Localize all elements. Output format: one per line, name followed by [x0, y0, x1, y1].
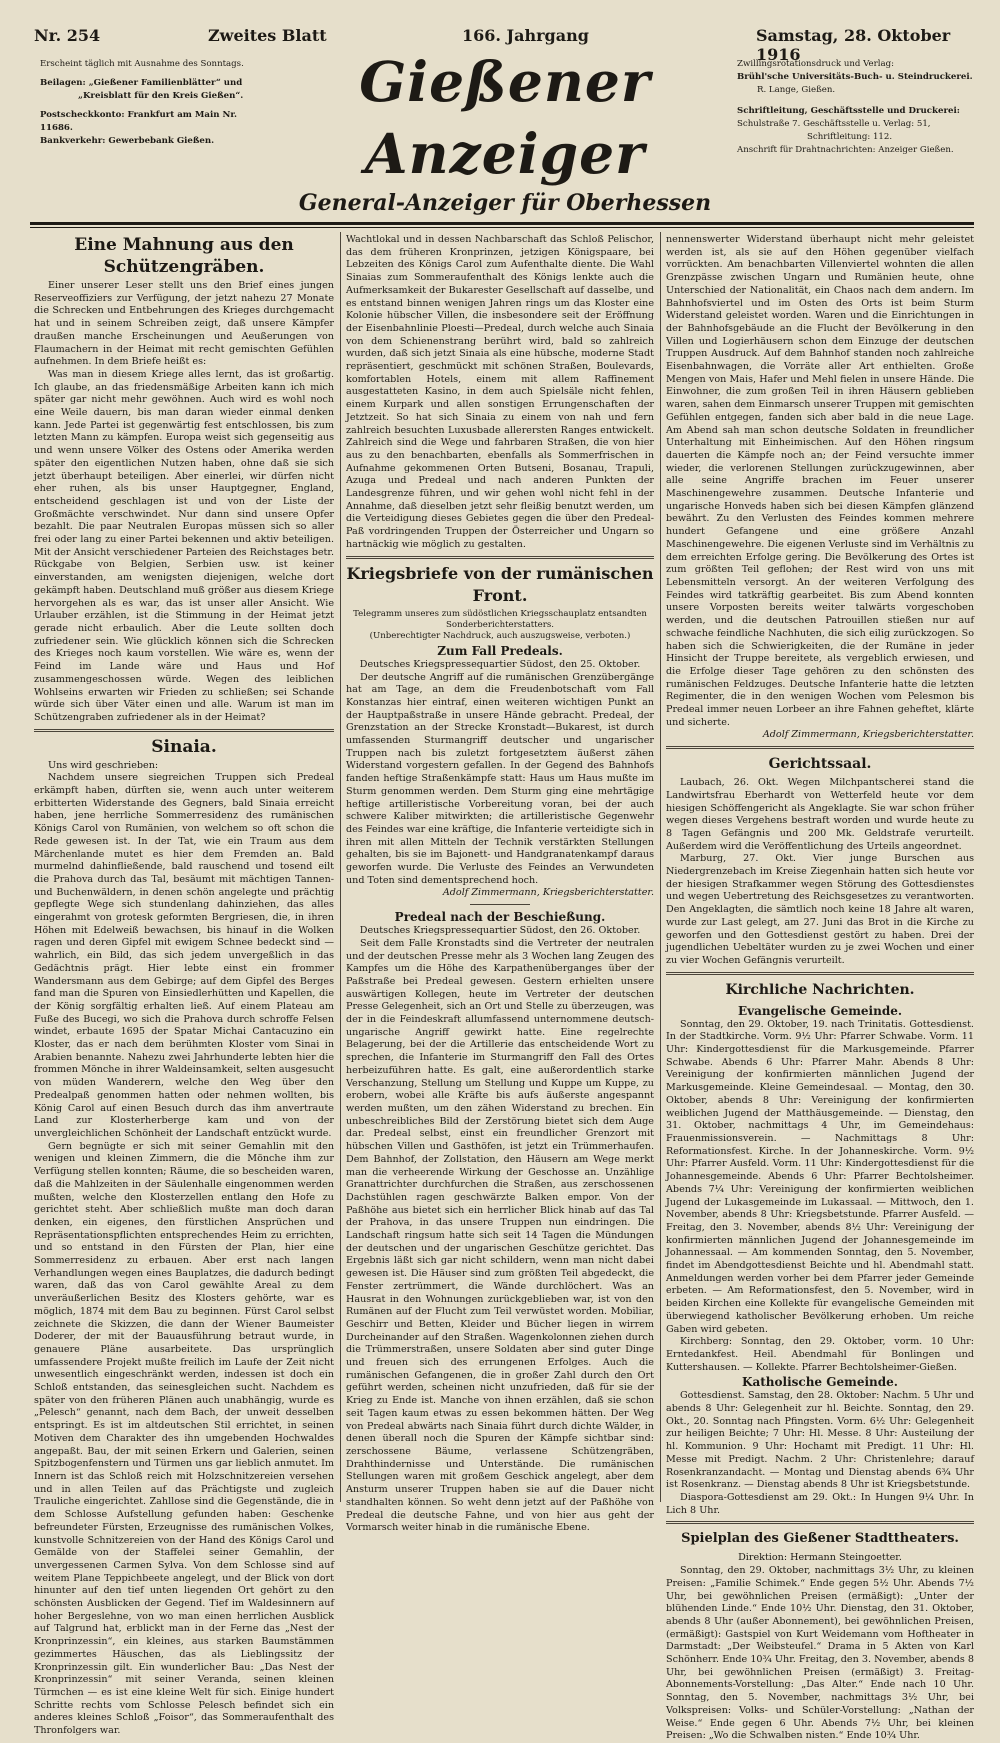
right-info-line: Schulstraße 7. Geschäftsstelle u. Verlag: 51,: [737, 119, 931, 129]
newspaper-title: Gießener Anzeiger: [359, 49, 651, 186]
dateline: Deutsches Kriegspressequartier Südost, den 26. Oktober.: [359, 925, 641, 937]
header-rule: [30, 222, 974, 225]
article-paragraph: nennenswerter Widerstand überhaupt nicht mehr geleistet werden ist, als sie auf den Höhen gegenüber vielfach vorrückten. Am benachbarten Villenviertel wohnten die allen Grenzpässe zwischen Ungarn und Rumänien heute, ohne Unterschied der Nationalität, ein Chaos nach dem andern. Im Bahnhofsviertel und im Osten des Orts ist beim Sturm Widerstand geleistet worden. Waren und die Einrichtungen in der Bahnhofsgebäude an die Flucht der Bevölkerung in den Villen und Logierhäusern schon dem Einzuge der deutschen Truppen Ausdruck. Auf dem Bahnhof standen noch zahlreiche Eisenbahnwagen, die Vorräte aller Art enthielten. Große Mengen von Mais, Hafer und Mehl fielen in unsere Hände. Die Einwohner, die zum großen Teil in ihren Häusern geblieben waren, sahen dem Einmarsch unserer Truppen mit gemischten Gefühlen entgegen, fanden sich aber bald in die neue Lage. Am Abend sah man schon deutsche Soldaten in freundlicher Unterhaltung mit Einheimischen. Auf den Höhen ringsum dauerten die Kämpfe noch an; der Feind versuchte immer wieder, die verlorenen Stellungen zurückzugewinnen, aber alle seine Angriffe brachen im Feuer unserer Maschinengewehre zusammen. Deutsche Infanterie und ungarische Honveds haben sich bei diesen Kämpfen glänzend bewährt. Zu den Verlusten des Feindes kommen mehrere hundert Gefangene und eine größere Anzahl Maschinengewehre. Die eigenen Verluste sind im Verhältnis zu dem erreichten Erfolge gering. Die Bevölkerung des Ortes ist zum größten Teil geflohen; der Rest wird von uns mit Lebensmitteln versorgt. An der weiteren Verfolgung des Feindes wird tatkräftig gearbeitet. Bis zum Abend konnten unsere Vorposten bereits weiter talwärts vorgeschoben werden, und die deutschen Patrouillen stießen nur auf schwache feindliche Nachhuten, die sich eilig zurückzogen. So haben sich die Schwierigkeiten, die der Rumäne in jeder Hinsicht der Truppe bereitete, als vergeblich erwiesen, und die Erfolge dieser Tage gehören zu den schönsten des rumänischen Feldzuges. Deutsche Infanterie hatte die letzten Regimenter, die in den wenigen Wochen vom Pelesmon bis Predeal immer neuen Lorbeer an ihre Fahnen geheftet, klärte und sicherte.: [666, 234, 974, 728]
section-title: Kirchliche Nachrichten.: [725, 981, 915, 998]
court-report: Laubach, 26. Okt. Wegen Milchpantscherei stand die Landwirtsfrau Eberhardt von Wetterfeld heute vor dem hiesigen Schöffengericht als Angeklagte. Sie war schon früher wegen dieses Vergehens bestraft worden und wurde heute zu 8 Tagen Gefängnis und 200 Mk. Geldstrafe verurteilt. Außerdem wird die Veröffentlichung des Urteils angeordnet.: [666, 777, 974, 852]
right-info-line: Brühl'sche Universitäts-Buch- u. Steindruckerei.: [737, 72, 973, 82]
short-divider: [470, 904, 530, 905]
left-info-line: Erscheint täglich mit Ausnahme des Sonntags.: [40, 59, 244, 69]
article-paragraph: Was man in diesem Kriege alles lernt, das ist großartig. Ich glaube, an das friedensmäßige Arbeiten kann ich mich später gar nicht mehr gewöhnen. Auch wird es wohl noch eine Weile dauern, bis man daran wieder einmal denken kann. Jede Partei ist gegenwärtig fest entschlossen, bis zum letzten Mann zu kämpfen. Europa weist sich gegenseitig aus und wenn unsere Völker des Ostens oder Amerika werden später den eigentlichen Nutzen haben, ohne daß sie sich jetzt überhaupt beteiligen. Aber einerlei, wir dürfen nicht eher ruhen, als bis unser Hauptgegner, England, entscheidend geschlagen ist und von der Liste der Großmächte verschwindet. Nur dann sind unsere Opfer bezahlt. Die paar Neutralen Europas müssen sich so aller frei oder lang zu einer Partei bekennen und aktiv beteiligen. Mit der Ansicht verschiedener Parteien des Reichstages betr. Rückgabe von Belgien, Serbien usw. ist keiner einverstanden, am wenigsten diejenigen, welche dort gekämpft haben. Deutschland muß größer aus diesem Kriege hervorgehen als es war, das ist unser aller Ansicht. Wie Urlauber erzählen, ist die Stimmung in der Heimat jetzt gerade nicht erbaulich. Aber die Leute sollten doch zufriedener sein. Wie glücklich können sich die Schrecken des Krieges noch kaum vorstellen. Wie wäre es, wenn der Feind im Lande wäre und Haus und Hof zusammengeschossen würde. Wegen des leiblichen Wohlseins erwarten wir Frieden zu schließen; sei Schande würde sich über Väter einen und alle. Warum ist man im Schützengraben zufriedener als in der Heimat?: [34, 368, 334, 723]
section-subtitle: Katholische Gemeinde.: [742, 1375, 898, 1390]
column-2: [346, 234, 654, 1534]
church-notice: Sonntag, den 29. Oktober, 19. nach Trinitatis. Gottesdienst. In der Stadtkirche. Vorm. 9½ Uhr: Pfarrer Schwabe. Vorm. 11 Uhr: Kindergottesdienst für die Markusgemeinde. Pfarrer Schwabe. Abends 6 Uhr: Pfarrer Mahr. Abends 8 Uhr: Vereinigung der konfirmierten männlichen Jugend der Markusgemeinde. Kleine Gemeindesaal. — Montag, den 30. Oktober, abends 8 Uhr: Vereinigung der konfirmierten weiblichen Jugend der Matthäusgemeinde. — Dienstag, den 31. Oktober, nachmittags 4 Uhr, im Gemeindehaus: Frauenmissionsverein. — Nachmittags 8 Uhr: Reformationsfest. Kirche. In der Johanneskirche. Vorm. 9½ Uhr: Pfarrer Ausfeld. Vorm. 11 Uhr: Kindergottesdienst für die Johannesgemeinde. Abends 6 Uhr: Pfarrer Bechtolsheimer. Abends 7¼ Uhr: Vereinigung der konfirmierten weiblichen Jugend der Lukasgemeinde im Lukassaal. — Mittwoch, den 1. November, abends 8 Uhr: Kriegsbetstunde. Pfarrer Ausfeld. — Freitag, den 3. November, abends 8½ Uhr: Vereinigung der konfirmierten männlichen Jugend der Johannesgemeinde im Johannessaal. — Am kommenden Sonntag, den 5. November, findet im Abendgottesdienst Beichte und hl. Abendmahl statt. Anmeldungen werden vorher bei dem Pfarrer jeder Gemeinde erbeten. — Am Reformationsfest, den 5. November, wird in beiden Kirchen eine Kollekte für evangelische Gemeinden mit überwiegend katholischer Bevölkerung erhoben. Um reiche Gaben wird gebeten.: [666, 1018, 974, 1335]
article-title: Eine Mahnung aus den Schützengräben.: [74, 235, 294, 277]
column-1: [34, 234, 334, 1737]
header-right-info: [737, 58, 977, 157]
article-paragraph: Einer unserer Leser stellt uns den Brief eines jungen Reserveoffiziers zur Verfügung, der jetzt nahezu 27 Monate die Schrecken und Entbehrungen des Krieges durchgemacht hat und in seinem Schreiben zeigt, daß unsere Kämpfer draußen manche Erscheinungen und Aeußerungen von Flaumachern in der Heimat mit recht gemischten Gefühlen aufnehmen. In dem Briefe heißt es:: [34, 280, 334, 368]
left-info-line: Bankverkehr: Gewerbebank Gießen.: [40, 136, 215, 146]
column-divider: [660, 232, 661, 1502]
article-paragraph: Wachtlokal und in dessen Nachbarschaft das Schloß Pelischor, das dem früheren Kronprinzen, jetzigen Königspaare, bei Lebzeiten des Königs Carol zum Aufenthalte diente. Die Wahl Sinaias zum Sommeraufenthalt des Königs lenkte auch die Aufmerksamkeit der Bukarester Gesellschaft auf dasselbe, und es entstand binnen wenigen Jahren rings um das Kloster eine Kolonie hübscher Villen, die insbesondere seit der Eröffnung der Eisenbahnlinie Ploesti—Predeal, durch welche auch Sinaia von dem Schienenstrang berührt wird, bald so zahlreich wurden, daß sich jetzt Sinaia als eine hübsche, moderne Stadt repräsentiert, geschmückt mit schönen Straßen, Boulevards, komfortablen Hotels, einem mit allem Raffinement ausgestatteten Kasino, in dem auch Spielsäle nicht fehlen, einem Kurpark und allen sonstigen Errungenschaften der Jetztzeit. So hat sich Sinaia zu einem von nah und fern zahlreich besuchten Luxusbade allerersten Ranges entwickelt. Zahlreich sind die Wege und fahrbaren Straßen, die von hier aus zu den benachbarten, ebenfalls als Sommerfrischen in Aufnahme gekommenen Orten Butseni, Bosanau, Trapuli, Azuga und Predeal und nach anderen Punkten der Landesgrenze führen, und wir gehen wohl nicht fehl in der Annahme, daß dieselben jetzt sehr fleißig benutzt werden, um die Verteidigung dieses Gebietes gegen die über den Predeal-Paß vordringenden Truppen der Österreicher und Ungarn so hartnäckig wie möglich zu gestalten.: [346, 234, 654, 550]
jahrgang-label: 166. Jahrgang: [462, 26, 589, 45]
article-divider: [666, 1521, 974, 1524]
header-rule-thin: [30, 227, 974, 228]
right-info-line: Schriftleitung, Geschäftsstelle und Druckerei:: [737, 106, 960, 116]
column-3: [666, 234, 974, 1742]
issue-number: Nr. 254: [34, 26, 101, 45]
article-divider: [666, 746, 974, 749]
section-title: Spielplan des Gießener Stadttheaters.: [681, 1531, 959, 1547]
article-divider: [666, 972, 974, 975]
article-divider: [34, 729, 334, 732]
telegram-note: Telegramm unseres zum südöstlichen Kriegsschauplatz entsandten Sonderberichterstatters.: [353, 608, 647, 630]
masthead: [270, 46, 740, 216]
issue-date: Samstag, 28. Oktober 1916: [756, 26, 951, 64]
church-notice: Gottesdienst. Samstag, den 28. Oktober: Nachm. 5 Uhr und abends 8 Uhr: Gelegenheit zur hl. Beichte. Sonntag, den 29. Okt., 20. Sonntag nach Pfingsten. Vorm. 6½ Uhr: Gelegenheit zur heiligen Beichte; 7 Uhr: Hl. Messe. 8 Uhr: Austeilung der hl. Kommunion. 9 Uhr: Hochamt mit Predigt. 11 Uhr: Hl. Messe mit Predigt. Nachm. 2 Uhr: Christenlehre; darauf Rosenkranzandacht. — Montag und Dienstag abends 6¾ Uhr ist Rosenkranz. — Dienstag abends 8 Uhr ist Kriegsbetstunde.: [666, 1390, 974, 1491]
right-info-line: Schriftleitung: 112.: [807, 132, 893, 142]
article-title: Kriegsbriefe von der rumänischen Front.: [346, 563, 654, 605]
theater-director: Direktion: Hermann Steingoetter.: [738, 1552, 902, 1564]
court-report: Marburg, 27. Okt. Vier junge Burschen aus Niedergrenzebach im Kreise Ziegenhain hatten sich heute vor der hiesigen Strafkammer wegen Störung des Gottesdienstes und wegen Uebertretung des Reichsgesetzes zu verantworten. Den Angeklagten, die sämtlich noch keine 18 Jahre alt waren, wurde zur Last gelegt, am 27. Juni das Brot in die Kirche zu geworfen und den Gottesdienst gestört zu haben. Drei der jugendlichen Uebeltäter wurden zu je zwei Wochen und einer zu vier Wochen Gefängnis verurteilt.: [666, 853, 974, 966]
church-notice: Diaspora-Gottesdienst am 29. Okt.: In Hungen 9¼ Uhr. In Lich 8 Uhr.: [666, 1491, 974, 1516]
column-divider: [340, 232, 341, 1502]
article-paragraph: Uns wird geschrieben:: [48, 759, 159, 771]
article-paragraph: Nachdem unsere siegreichen Truppen sich Predeal erkämpft haben, dürften sie, wenn auch unter weiterem erbitterten Widerstande des Gegners, bald Sinaia erreicht haben, jene herrliche Sommerresidenz des rumänischen Königs Carol von Rumänien, von welchem so oft schon die Rede gewesen ist. In der Tat, wie ein Traum aus dem Märchenlande mutet es hier dem Fremden an. Bald murmelnd dahinfließende, bald rauschend und tosend eilt die Prahova durch das Tal, besäumt mit mächtigen Tannen- und Buchenwäldern, in denen schön angelegte und prächtig gepflegte Wege sich stundenlang dahinziehen, das alles eingerahmt von grotesk geformten Bergriesen, die, in ihren Höhen mit Edelweiß bewachsen, bis hinauf in die Wolken ragen und deren Gipfel mit ewigem Schnee bedeckt sind — wahrlich, ein Bild, das sich jedem unvergeßlich in das Gedächtnis prägt. Hier lebte einst ein frommer Wandersmann aus dem Gebirge; auf dem Gipfel des Berges fand man die Spuren von Einsiedlerhütten und Kapellen, die der König sorgfältig erhalten ließ. Auf einem Plateau am Fuße des Bucegi, wo sich die Prahova durch schroffe Felsen windet, erbaute 1695 der Spatar Michai Cantacuzino ein Kloster, das er nach dem berühmten Kloster vom Sinai in Arabien benannte. Nahezu zwei Jahrhunderte lebten hier die frommen Mönche in ihrer Waldeinsamkeit, selten ausgesucht von müden Wanderern, welche den Weg über den Predealpaß genommen hatten oder nehmen wollten, bis König Carol auf einen Besuch durch das ihm anvertraute Land zur Klosterherberge kam und von der unvergleichlichen Schönheit der Landschaft entzückt wurde.: [34, 772, 334, 1139]
left-info-line: Postscheckkonto: Frankfurt am Main Nr. 11686.: [40, 110, 238, 133]
copyright-note: (Unberechtigter Nachdruck, auch auszugsweise, verboten.): [369, 631, 631, 642]
article-paragraph: Seit dem Falle Kronstadts sind die Vertreter der neutralen und der deutschen Presse mehr als 3 Wochen lang Zeugen des Kampfes um die Höhe des Karpathenüberganges über der Paßstraße bei Predeal gewesen. Gestern erhielten unsere auswärtigen Kollegen, heute im Vertreter der deutschen Presse Gelegenheit, sich an Ort und Stelle zu überzeugen, was der in die Feindeskraft allumfassend unternommene deutsch-ungarische Angriff gewirkt hatte. Eine regelrechte Belagerung, bei der die Artillerie das entscheidende Wort zu sprechen, die Infanterie im Sturmangriff den Fall des Ortes herbeizuführen hatte. Es galt, eine außerordentlich starke Verschanzung, Stellung um Stellung und Kuppe um Kuppe, zu erobern, wobei alle Kräfte bis aufs äußerste angespannt werden mußten, um den zähen Widerstand zu brechen. Ein unbeschreibliches Bild der Zerstörung bietet sich dem Auge dar. Predeal selbst, einst ein freundlicher Grenzort mit hübschen Villen und Gasthöfen, ist jetzt ein Trümmerhaufen. Dem Bahnhof, der Zollstation, den Häusern am Wege merkt man die verheerende Wirkung der Geschosse an. Unzählige Granattrichter durchfurchen die Straßen, aus zerschossenen Dachstühlen ragen geschwärzte Balken empor. Von der Paßhöhe aus bietet sich ein herrlicher Blick hinab auf das Tal der Prahova, in das unsere Truppen nun eindringen. Die Landschaft ringsum hatte sich seit 14 Tagen die Mündungen der deutschen und der ungarischen Geschütze gerichtet. Das Ergebnis läßt sich gar nicht schildern, wenn man nicht dabei gewesen ist. Die Häuser sind zum größten Teil abgedeckt, die Fenster zertrümmert, die Wände durchlöchert. Was an Hausrat in den Wohnungen zurückgeblieben war, ist von den Rumänen auf der Flucht zum Teil verwüstet worden. Mobiliar, Geschirr und Betten, Kleider und Bücher liegen in wirrem Durcheinander auf den Straßen. Wagenkolonnen ziehen durch die Trümmerstraßen, unsere Soldaten aber sind guter Dinge und freuen sich des errungenen Erfolges. Auch die rumänischen Gefangenen, die in großer Zahl durch den Ort geführt werden, scheinen nicht unzufrieden, daß für sie der Krieg zu Ende ist. Manche von ihnen erzählen, daß sie schon seit Tagen kaum etwas zu essen bekommen hätten. Der Weg von Predeal abwärts nach Sinaia führt durch dichte Wälder, in denen überall noch die Spuren der Kämpfe sichtbar sind: zerschossene Bäume, verlassene Schützengräben, Drahthindernisse und Unterstände. Die rumänischen Stellungen waren mit großem Geschick angelegt, aber dem Ansturm unserer Truppen haben sie auf die Dauer nicht standhalten können. So weht denn jetzt auf der Paßhöhe von Predeal die deutsche Fahne, und von hier aus geht der Vormarsch weiter hinab in die rumänische Ebene.: [346, 937, 654, 1534]
newspaper-subtitle: General-Anzeiger für Oberhessen: [298, 190, 712, 216]
dateline: Deutsches Kriegspressequartier Südost, den 25. Oktober.: [359, 658, 641, 670]
right-info-line: Anschrift für Drahtnachrichten: Anzeiger Gießen.: [737, 145, 954, 155]
article-title: Sinaia.: [151, 736, 217, 757]
left-info-line: „Kreisblatt für den Kreis Gießen“.: [78, 91, 244, 101]
article-divider: [346, 556, 654, 559]
right-info-line: R. Lange, Gießen.: [757, 85, 836, 95]
church-notice: Kirchberg: Sonntag, den 29. Oktober, vorm. 10 Uhr: Erntedankfest. Heil. Abendmahl für Bonlingen und Kuttershausen. — Kollekte. Pfarrer Bechtolsheimer-Gießen.: [666, 1336, 974, 1373]
section-title: Gerichtssaal.: [768, 756, 872, 773]
article-subtitle: Zum Fall Predeals.: [437, 643, 563, 658]
section-subtitle: Evangelische Gemeinde.: [737, 1003, 903, 1018]
author-signature: Adolf Zimmermann, Kriegsberichterstatter.: [442, 887, 654, 899]
article-subtitle: Predeal nach der Beschießung.: [394, 910, 606, 925]
header-left-info: [40, 58, 270, 148]
theater-schedule: Sonntag, den 29. Oktober, nachmittags 3½ Uhr, zu kleinen Preisen: „Familie Schimek.“ Ende gegen 5½ Uhr. Abends 7½ Uhr, bei gewöhnlichen Preisen (ermäßigt): „Unter der blühenden Linde.“ Ende 10½ Uhr. Dienstag, den 31. Oktober, abends 8 Uhr (außer Abonnement), bei gewöhnlichen Preisen, (ermäßigt): Gastspiel von Kurt Weidemann vom Hoftheater in Darmstadt: „Der Weibsteufel.“ Drama in 5 Akten von Karl Schönherr. Ende 10¾ Uhr. Freitag, den 3. November, abends 8 Uhr, bei gewöhnlichen Preisen (ermäßigt) 3. Freitag-Abonnements-Vorstellung: „Das Alter.“ Ende nach 10 Uhr. Sonntag, den 5. November, nachmittags 3½ Uhr, bei Volkspreisen: Volks- und Schüler-Vorstellung: „Nathan der Weise.“ Ende gegen 6 Uhr. Abends 7½ Uhr, bei kleinen Preisen: „Wo die Schwalben nisten.“ Ende 10¾ Uhr.: [666, 1565, 974, 1742]
blatt-label: Zweites Blatt: [208, 26, 327, 45]
right-info-line: Zwillingsrotationsdruck und Verlag:: [737, 59, 895, 69]
author-signature: Adolf Zimmermann, Kriegsberichterstatter.: [762, 729, 974, 741]
article-paragraph: Gern begnügte er sich mit seiner Gemahlin mit den wenigen und kleinen Zimmern, die die Mönche ihm zur Verfügung stellen konnten; Räume, die so bescheiden waren, daß die Mahlzeiten in der Säulenhalle eingenommen werden mußten, welche den Klosterzellen entlang den Hofe zu gerichtet steht. Aber schließlich mußte man doch daran denken, ein eigenes, den fürstlichen Ansprüchen und Repräsentationspflichten entsprechendes Heim zu errichten, und so entstand in den Fürsten der Plan, hier eine Sommerresidenz zu erbauen. Aber erst nach langen Verhandlungen wegen eines Bauplatzes, die dadurch bedingt waren, daß das von Carol gewählte Areal zu dem unveräußerlichen Besitz des Klosters gehörte, war es möglich, 1874 mit dem Bau zu beginnen. Fürst Carol selbst zeichnete die Skizzen, die dann der Wiener Baumeister Doderer, der mit der Bauausführung betraut wurde, in genauere Pläne ausarbeitete. Das ursprünglich umfassendere Projekt mußte freilich im Laufe der Zeit nicht unwesentlich eingeschränkt werden, indessen ist doch ein Schloß entstanden, das seinesgleichen sucht. Nachdem es später von den früheren Plänen auch unabhängig, wurde es „Pelesch“ genannt, nach dem Bach, der unweit desselben entspringt. Es ist im altdeutschen Stil errichtet, in seinen Motiven dem Charakter des ihn umgebenden Hochwaldes angepaßt. Bau, der mit seinen Erkern und Galerien, seinen Spitzbogenfenstern und Türmen uns gar lieblich anmutet. Im Innern ist das Schloß reich mit Holzschnitzereien versehen und in allen Teilen auf das Prächtigste und zugleich Trauliche eingerichtet. Zahllose sind die Gegenstände, die in dem Schlosse Aufstellung gefunden haben: Geschenke befreundeter Fürsten, Erzeugnisse des rumänischen Volkes, kunstvolle Schnitzereien von der Hand des Königs Carol und Gemälde von der Staffelei seiner Gemahlin, der unvergessenen Carmen Sylva. Von dem Schlosse sind auf weitem Plane Teppichbeete angelegt, und der Blick von dort hinunter auf den tief unten liegenden Ort gehört zu den schönsten Ausblicken der Gegend. Tief im Waldesinnern auf hoher Bergeslehne, von wo man einen herrlichen Ausblick auf Talgrund hat, erblickt man in der Ferne das „Nest der Kronprinzessin“, ein kleines, aus starken Baumstämmen gezimmertes Häuschen, das als Lieblingssitz der Kronprinzessin gilt. Ein wunderlicher Bau: „Das Nest der Kronprinzessin“ mit seiner Veranda, seinen kleinen Türmchen — es ist eine kleine Welt für sich. Einige hundert Schritte rechts vom Schlosse Pelesch befindet sich ein anderes kleines Schloß „Foisor“, das Sommeraufenthalt des Thronfolgers war.: [34, 1140, 334, 1737]
article-paragraph: Der deutsche Angriff auf die rumänischen Grenzübergänge hat am Tage, an dem die Freudenbotschaft vom Fall Konstanzas hier eintraf, einen weiteren wichtigen Punkt an der Hauptpaßstraße in unsere Hände gebracht. Predeal, der Grenzstation an der Strecke Kronstadt—Bukarest, ist durch umfassenden Sturmangriff deutscher und ungarischer Truppen nach bis zuletzt fortgesetztem äußerst zähen Widerstand vorgestern gefallen. In der Gegend des Bahnhofs fanden heftige Straßenkämpfe statt: Haus um Haus mußte im Sturm genommen werden. Dem Sturm ging eine mehrtägige heftige artilleristische Vorbereitung voran, bei der auch schwere Kaliber mitwirkten; die artilleristische Gegenwehr des Feindes war eine kräftige, die Infanterie verteidigte sich in ihren mit allen Mitteln der Technik verstärkten Stellungen gehalten, bis sie im Bajonett- und Handgranatenkampf daraus geworfen wurde. Die Verluste des Feindes an Verwundeten und Toten sind dementsprechend hoch.: [346, 671, 654, 886]
left-info-line: Beilagen: „Gießener Familienblätter“ und: [40, 78, 243, 88]
